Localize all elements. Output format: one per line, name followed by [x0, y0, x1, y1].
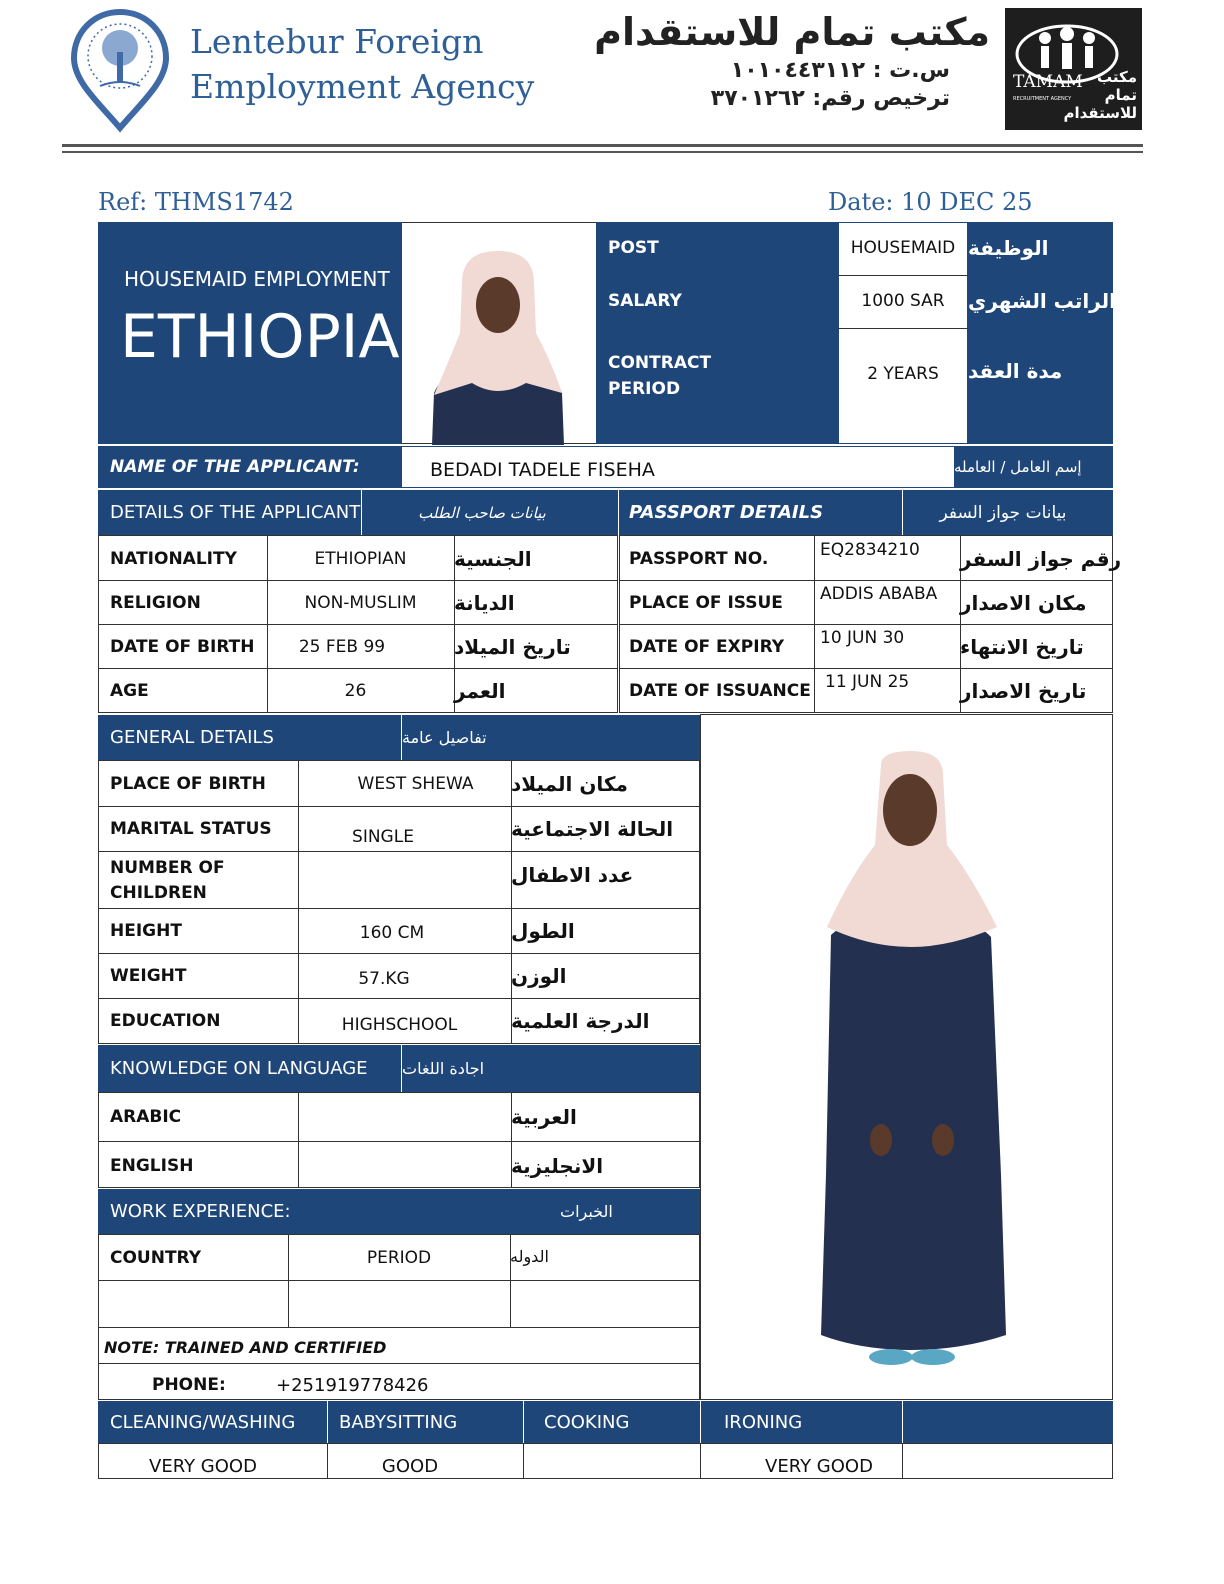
date-of-expiry-arabic: تاريخ الانتهاء: [960, 635, 1084, 659]
marital-status-label: MARITAL STATUS: [110, 819, 272, 839]
date-of-expiry-label: DATE OF EXPIRY: [629, 637, 785, 657]
full-body-photo-icon: [701, 715, 1112, 1399]
passport-title-arabic: بيانات جواز السفر: [939, 502, 1067, 523]
skill-ironing-name: IRONING: [724, 1411, 803, 1433]
tamam-logo-text: TAMAM: [1013, 72, 1083, 92]
english-language-arabic: الانجليزية: [511, 1154, 604, 1178]
headshot-photo-icon: [402, 223, 596, 445]
post-arabic: الوظيفة: [968, 236, 1049, 260]
english-language-value: [298, 1143, 511, 1189]
banner-subtitle: HOUSEMAID EMPLOYMENT: [124, 267, 390, 291]
document-date: Date: 10 DEC 25: [828, 188, 1033, 216]
passport-no-arabic: رقم جواز السفر: [960, 547, 1122, 571]
education-label: EDUCATION: [110, 1011, 221, 1031]
passport-no-label: PASSPORT NO.: [629, 549, 769, 569]
passport-no-value: EQ2834210: [820, 540, 920, 560]
skill-babysitting-name: BABYSITTING: [339, 1411, 458, 1433]
date-of-issuance-value: 11 JUN 25: [825, 672, 910, 692]
height-label: HEIGHT: [110, 921, 182, 941]
weight-arabic: الوزن: [511, 964, 567, 988]
salary-arabic: الراتب الشهري: [968, 289, 1116, 313]
skill-ironing-level: VERY GOOD: [765, 1455, 873, 1477]
height-arabic: الطول: [511, 919, 575, 943]
phone-label: PHONE:: [152, 1375, 226, 1395]
details-title-arabic: بيانات صاحب الطلب: [418, 503, 546, 522]
place-of-issue-value: ADDIS ABABA: [820, 584, 938, 604]
post-label: POST: [608, 238, 659, 258]
education-arabic: الدرجة العلمية: [511, 1009, 650, 1033]
weight-value: 57.KG: [358, 969, 410, 989]
phone-value: +251919778426: [276, 1374, 429, 1396]
arabic-language-arabic: العربية: [511, 1105, 577, 1129]
banner-country: ETHIOPIA: [120, 302, 400, 372]
note-text: NOTE: TRAINED AND CERTIFIED: [104, 1337, 387, 1357]
marital-status-value: SINGLE: [352, 827, 414, 847]
nationality-value: ETHIOPIAN: [314, 549, 407, 569]
number-of-children-label: NUMBER OF CHILDREN: [110, 858, 225, 903]
applicant-name-value: BEDADI TADELE FISEHA: [430, 459, 655, 481]
height-value: 160 CM: [359, 923, 425, 943]
applicant-name-label: NAME OF THE APPLICANT:: [110, 457, 360, 477]
skill-extra-level: [902, 1448, 1113, 1484]
education-value: HIGHSCHOOL: [341, 1015, 458, 1035]
agency-name-line2: Employment Agency: [190, 67, 535, 106]
experience-title-arabic: الخبرات: [560, 1202, 613, 1221]
date-of-issuance-label: DATE OF ISSUANCE: [629, 681, 811, 701]
experience-country-header: COUNTRY: [110, 1248, 202, 1268]
nationality-label: NATIONALITY: [110, 549, 237, 569]
header-divider-thin: [62, 151, 1143, 153]
reference-number: Ref: THMS1742: [98, 188, 294, 216]
age-arabic: العمر: [454, 679, 506, 703]
number-of-children-arabic: عدد الاطفال: [511, 863, 634, 887]
religion-label: RELIGION: [110, 593, 201, 613]
age-label: AGE: [110, 681, 149, 701]
pin-tree-icon: [70, 8, 170, 132]
lentebur-logo: [70, 8, 170, 132]
place-of-issue-arabic: مكان الاصدار: [960, 591, 1087, 615]
experience-title: WORK EXPERIENCE:: [110, 1201, 291, 1222]
english-language-label: ENGLISH: [110, 1156, 194, 1176]
experience-arabic-header: الدوله: [510, 1246, 549, 1266]
contract-period-arabic: مدة العقد: [968, 359, 1063, 383]
arabic-cr-number: س.ت : ١٠١٠٤٤٣١١٢: [730, 58, 950, 83]
age-value: 26: [344, 681, 367, 701]
nationality-arabic: الجنسية: [454, 547, 532, 571]
applicant-headshot: [402, 222, 596, 444]
experience-period-header: PERIOD: [366, 1248, 432, 1268]
date-of-expiry-value: 10 JUN 30: [820, 628, 905, 648]
employment-banner: [98, 222, 402, 444]
place-of-issue-label: PLACE OF ISSUE: [629, 593, 783, 613]
tamam-logo-sub: RECRUITMENT AGENCY: [1013, 96, 1072, 102]
skill-cleaning-name: CLEANING/WASHING: [110, 1411, 296, 1433]
date-of-birth-arabic: تاريخ الميلاد: [454, 635, 571, 659]
date-of-issuance-arabic: تاريخ الاصدار: [960, 679, 1087, 703]
tamam-logo: [1005, 8, 1142, 130]
place-of-birth-value: WEST SHEWA: [357, 774, 474, 794]
salary-label: SALARY: [608, 291, 682, 311]
arabic-language-value: [298, 1093, 511, 1141]
religion-value: NON-MUSLIM: [304, 593, 417, 613]
passport-title: PASSPORT DETAILS: [629, 502, 824, 523]
place-of-birth-arabic: مكان الميلاد: [511, 772, 628, 796]
arabic-office-name: مكتب تمام للاستقدام: [594, 10, 990, 54]
number-of-children-value: [298, 852, 511, 908]
skill-cooking-name: COOKING: [544, 1411, 630, 1433]
language-title: KNOWLEDGE ON LANGUAGE: [110, 1058, 368, 1079]
tamam-logo-arabic: مكتب تمام للاستقدام: [1063, 68, 1137, 122]
salary-value: 1000 SAR: [861, 291, 945, 311]
contract-period-label: CONTRACT PERIOD: [608, 353, 712, 399]
post-value: HOUSEMAID: [850, 238, 956, 258]
details-title: DETAILS OF THE APPLICANT: [110, 502, 361, 523]
general-title: GENERAL DETAILS: [110, 727, 274, 748]
date-of-birth-label: DATE OF BIRTH: [110, 637, 255, 657]
date-of-birth-value: 25 FEB 99: [298, 637, 386, 657]
arabic-license-number: ترخيص رقم: ٣٧٠١٢٦٢: [710, 86, 950, 111]
arabic-language-label: ARABIC: [110, 1107, 182, 1127]
skill-babysitting-level: GOOD: [381, 1455, 439, 1477]
applicant-name-arabic: إسم العامل / العامله: [954, 458, 1082, 476]
weight-label: WEIGHT: [110, 966, 187, 986]
agency-name-line1: Lentebur Foreign: [190, 22, 484, 61]
header-divider: [62, 144, 1143, 147]
place-of-birth-label: PLACE OF BIRTH: [110, 774, 266, 794]
contract-period-value: 2 YEARS: [867, 364, 939, 384]
skill-cooking-level: [523, 1448, 700, 1484]
general-title-arabic: تفاصيل عامة: [402, 728, 487, 747]
skill-cleaning-level: VERY GOOD: [149, 1455, 257, 1477]
language-title-arabic: اجادة اللغات: [402, 1059, 485, 1078]
marital-status-arabic: الحالة الاجتماعية: [511, 817, 674, 841]
religion-arabic: الديانة: [454, 591, 515, 615]
applicant-full-photo: [700, 714, 1113, 1400]
